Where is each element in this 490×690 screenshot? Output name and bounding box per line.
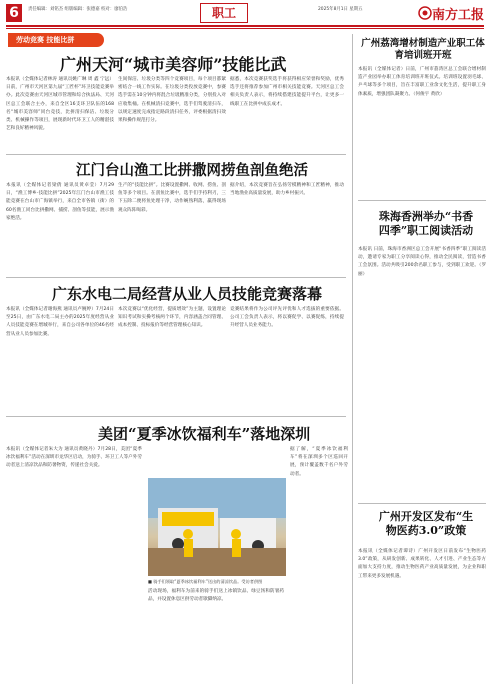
headline-taishan: 江门台山渔工比拼撒网捞鱼剖鱼绝活 — [76, 162, 308, 179]
headline-meituan: 美团“夏季冰饮福利车”落地深圳 — [98, 425, 311, 443]
editor-credits: 责任编辑：刘铭杰 组版编辑：张德嘉 校对：廖伯浩 — [28, 7, 128, 12]
headline-xiangzhou: 珠海香洲举办“书香四季”职工阅读活动 — [378, 210, 474, 237]
article-tianhe-col1: 本报讯（全媒体记者林涛 通讯员姚广琳 周 鑫 宁远）日前，广州市天河区第九届“工匠杯”环卫技能竞赛举办。此次竞赛由天河区城市管理和综合执法局、天河区总工会联合主办，来自全区16支环卫队伍的168名“城市美容师”同台竞技，比拼清扫保洁、垃圾分类、机械操作等项目，展现新时代环卫工人的精湛技艺和良好精神风貌。 — [6, 77, 114, 132]
article-kaifaqu: 本报讯（全媒体记者谭诗）广州开发区日前发布“生物医药3.0”政策，从研发创新、成果转化、人才引进、产业生态等方面加大支持力度，推动生物医药产业高质量发展，为企业和职工带来更多发展机遇。 — [358, 549, 486, 579]
column-label: 劳动竞赛 技能比拼 — [8, 33, 104, 47]
header-rule — [6, 25, 484, 27]
issue-date: 2025年8月1日 星期五 — [318, 7, 363, 12]
headline-tianhe: 广州天河“城市美容师”技能比武 — [60, 55, 287, 74]
news-photo — [148, 478, 286, 576]
article-hydropower-col2: 本次竞赛以“优化经营，提质增效”为主题，设置理论知识考试和实操考核两个环节，内容涵盖合同管理、成本控制、投标报价等经营管理核心知识。 — [118, 307, 226, 329]
article-hydropower-col3: 竞赛结果将作为公司评先评优和人才选拔的重要依据。公司工会负责人表示，将以赛促学、以赛促练，持续提升经营人员业务能力。 — [230, 307, 344, 329]
article-hydropower-col1: 本报讯（全媒体记者谢海燕 通讯员卢婉婷）7月24日至25日，由广东水电二局主办的2025年度经营从业人员技能竞赛在增城举行，来自公司各单位的46名经营从业人员参加比赛。 — [6, 307, 114, 337]
section-title: 职工 — [200, 3, 248, 23]
divider — [6, 416, 346, 417]
article-taishan-col1: 本报讯（全媒体记者梁倩 通讯员黄卓莹）7月29日，“渔工博乡·技能比拼”2025年江门台山市渔工技能竞赛在台山市广海镇举行，来自全市各镇（街）的60名渔工同台比拼撒网、捕捞、剖鱼等技能，展示渔家绝活。 — [6, 183, 114, 221]
article-meituan-col2: 活动现场，福利车为前来的骑手们送上冰镇饮品、绿豆汤和防暑药品，并设置休息区供劳动者歇脚纳凉。 — [148, 589, 284, 603]
article-liwan: 本报讯（全媒体记者）日前，广州市荔湾区总工会联合增材制造产业园举办职工体育培训班开班仪式。培训班设置羽毛球、乒乓球等多个项目，旨在丰富职工业余文化生活，提升职工身体素质，增强团队凝聚力。（何俊宇 黄欣） — [358, 67, 486, 97]
headline-kaifaqu: 广州开发区发布“生物医药3.0”政策 — [378, 510, 474, 537]
article-tianhe-col3: 据悉，本次竞赛获奖选手将获得相应荣誉和奖励，优秀选手还将推荐参加广州市相关技能竞赛。天河区总工会相关负责人表示，将持续搭建技能提升平台，让更多一线职工在比拼中成长成才。 — [230, 77, 344, 107]
article-meituan-col1: 本报讯（全媒体记者朱大为 通讯员黄晓丹）7月28日，美团“夏季冰饮福利车”活动在深圳市龙华区启动，为骑手、环卫工人等户外劳动者送上清凉饮品和防暑物资，传递社会关爱。 — [6, 447, 142, 469]
page-number: 6 — [6, 4, 22, 22]
divider — [6, 277, 346, 278]
brand-name: 南方工报 — [432, 8, 485, 23]
article-meituan-col3: 据了解，“夏季冰饮福利车”将在深圳多个区巡回开展，预计覆盖数千名户外劳动者。 — [290, 447, 348, 477]
headline-liwan: 广州荔湾增材制造产业职工体育培训班开班 — [361, 38, 485, 61]
photo-scene-icon — [148, 478, 286, 576]
article-tianhe-col2: 生间保洁、垃圾分类等四个竞赛项目，每个项目都紧密结合一线工作实际。在垃圾分类投放竞赛中，参赛选手需在10分钟内将混合垃圾精准分类，分别投入对应收集桶。在机械清扫竞赛中，选手们驾驶清扫车，以规定速度完成指定路段清扫任务，评委根据清扫效果和操作规范打分。 — [118, 77, 226, 124]
article-taishan-col2: 生产的“技能比拼”。比赛设置撒网、收网、捞鱼、剖鱼等多个项目。在剖鱼比赛中，选手们手持利刃，三下五除二便将鱼处理干净，动作娴熟利落，赢得现场观众阵阵喝彩。 — [118, 183, 226, 213]
divider — [358, 503, 486, 504]
headline-hydropower: 广东水电二局经营从业人员技能竞赛落幕 — [52, 285, 323, 303]
article-taishan-col3: 据介绍，本次竞赛旨在弘扬劳模精神和工匠精神，推动当地渔业高质量发展，助力乡村振兴。 — [230, 183, 344, 197]
article-xiangzhou: 本报讯 日前，珠海市香洲区总工会开展“书香四季”职工阅读活动，邀请专家为职工分享阅读心得，推动全民阅读，营造书香工会氛围。活动共吸引200余名职工参与，受到职工欢迎。（罗丽） — [358, 247, 486, 277]
photo-caption: ■ 骑手们领取“夏季冰饮福利车”送出的清凉饮品。受访者供图 — [148, 579, 263, 584]
divider — [6, 154, 346, 155]
divider — [358, 200, 486, 201]
header-rule-thin — [6, 28, 484, 29]
column-divider — [352, 34, 353, 684]
